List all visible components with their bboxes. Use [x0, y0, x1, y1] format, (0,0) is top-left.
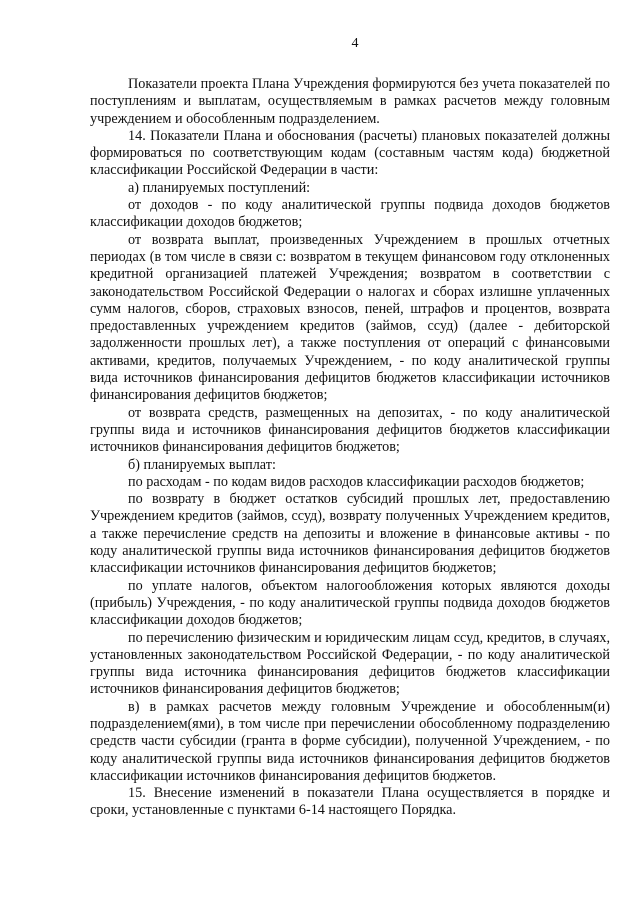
paragraph-planned-receipts-heading: а) планируемых поступлений:	[128, 179, 311, 196]
page-number: 4	[351, 36, 359, 51]
paragraph-income: от доходов - по коду аналитической группы подвида доходов бюджетов классификации доходов бюджетов;	[90, 197, 610, 231]
paragraph-loans-transfer: по перечислению физическим и юридическим лицам ссуд, кредитов, в случаях, установленных законодательством Российской Федерации, - по коду аналитической группы вида источника финансирования дефицитов бюджетов классификации источников финансирования дефицитов бюджетов;	[90, 629, 610, 698]
paragraph-internal-settlements: в) в рамках расчетов между головным Учреждение и обособленным(и) подразделением(ями), в том числе при перечислении обособленному подразделению средств части субсидии (гранта в форме субсидии), полученной Учреждением, - по коду аналитической группы вида источников финансирования дефицитов бюджетов классификации источников финансирования дефицитов бюджетов.	[90, 698, 610, 784]
paragraph-item-14: 14. Показатели Плана и обоснования (расчеты) плановых показателей должны формироваться по соответствующим кодам (составным частям кода) бюджетной классификации Российской Федерации в части:	[90, 127, 610, 179]
paragraph-item-15: 15. Внесение изменений в показатели Плана осуществляется в порядке и сроки, установленные с пунктами 6-14 настоящего Порядка.	[90, 785, 610, 819]
paragraph-expenses: по расходам - по кодам видов расходов классификации расходов бюджетов;	[128, 473, 585, 490]
paragraph-deposit-returns: от возврата средств, размещенных на депозитах, - по коду аналитической группы вида и источников финансирования дефицитов бюджетов классификации источников финансирования дефицитов бюджетов;	[90, 404, 610, 456]
paragraph-subsidy-returns: по возврату в бюджет остатков субсидий прошлых лет, предоставлению Учреждением кредитов (займов, ссуд), возврату полученных Учреждением кредитов, а также перечисление средств на депозиты и вложение в финансовые активы - по коду аналитической группы вида источников финансирования дефицитов бюджетов классификации источников финансирования дефицитов бюджетов;	[90, 491, 610, 577]
paragraph-planned-payments-heading: б) планируемых выплат:	[128, 456, 276, 473]
paragraph-intro: Показатели проекта Плана Учреждения формируются без учета показателей по поступлениям и выплатам, осуществляемым в рамках расчетов между головным учреждением и обособленным подразделением.	[90, 76, 610, 127]
paragraph-taxes: по уплате налогов, объектом налогообложения которых являются доходы (прибыль) Учреждения, - по коду аналитической группы подвида доходов бюджетов классификации доходов бюджетов;	[90, 577, 610, 629]
paragraph-payment-returns: от возврата выплат, произведенных Учреждением в прошлых отчетных периодах (в том числе в связи с: возвратом в текущем финансовом году отклоненных кредитной организацией платежей Учреждения; возвратом в соответствии с законодательством Российской Федерации о налогах и сборах излишне уплаченных сумм налогов, сборов, страховых взносов, пеней, штрафов и процентов, возврата предоставленных учреждением кредитов (займов, ссуд) (далее - дебиторской задолженности прошлых лет), а также поступления от операций с финансовыми активами, кредитов, получаемых Учреждением, - по коду аналитической группы вида источников финансирования дефицитов бюджетов классификации источников финансирования дефицитов бюджетов;	[90, 231, 610, 404]
